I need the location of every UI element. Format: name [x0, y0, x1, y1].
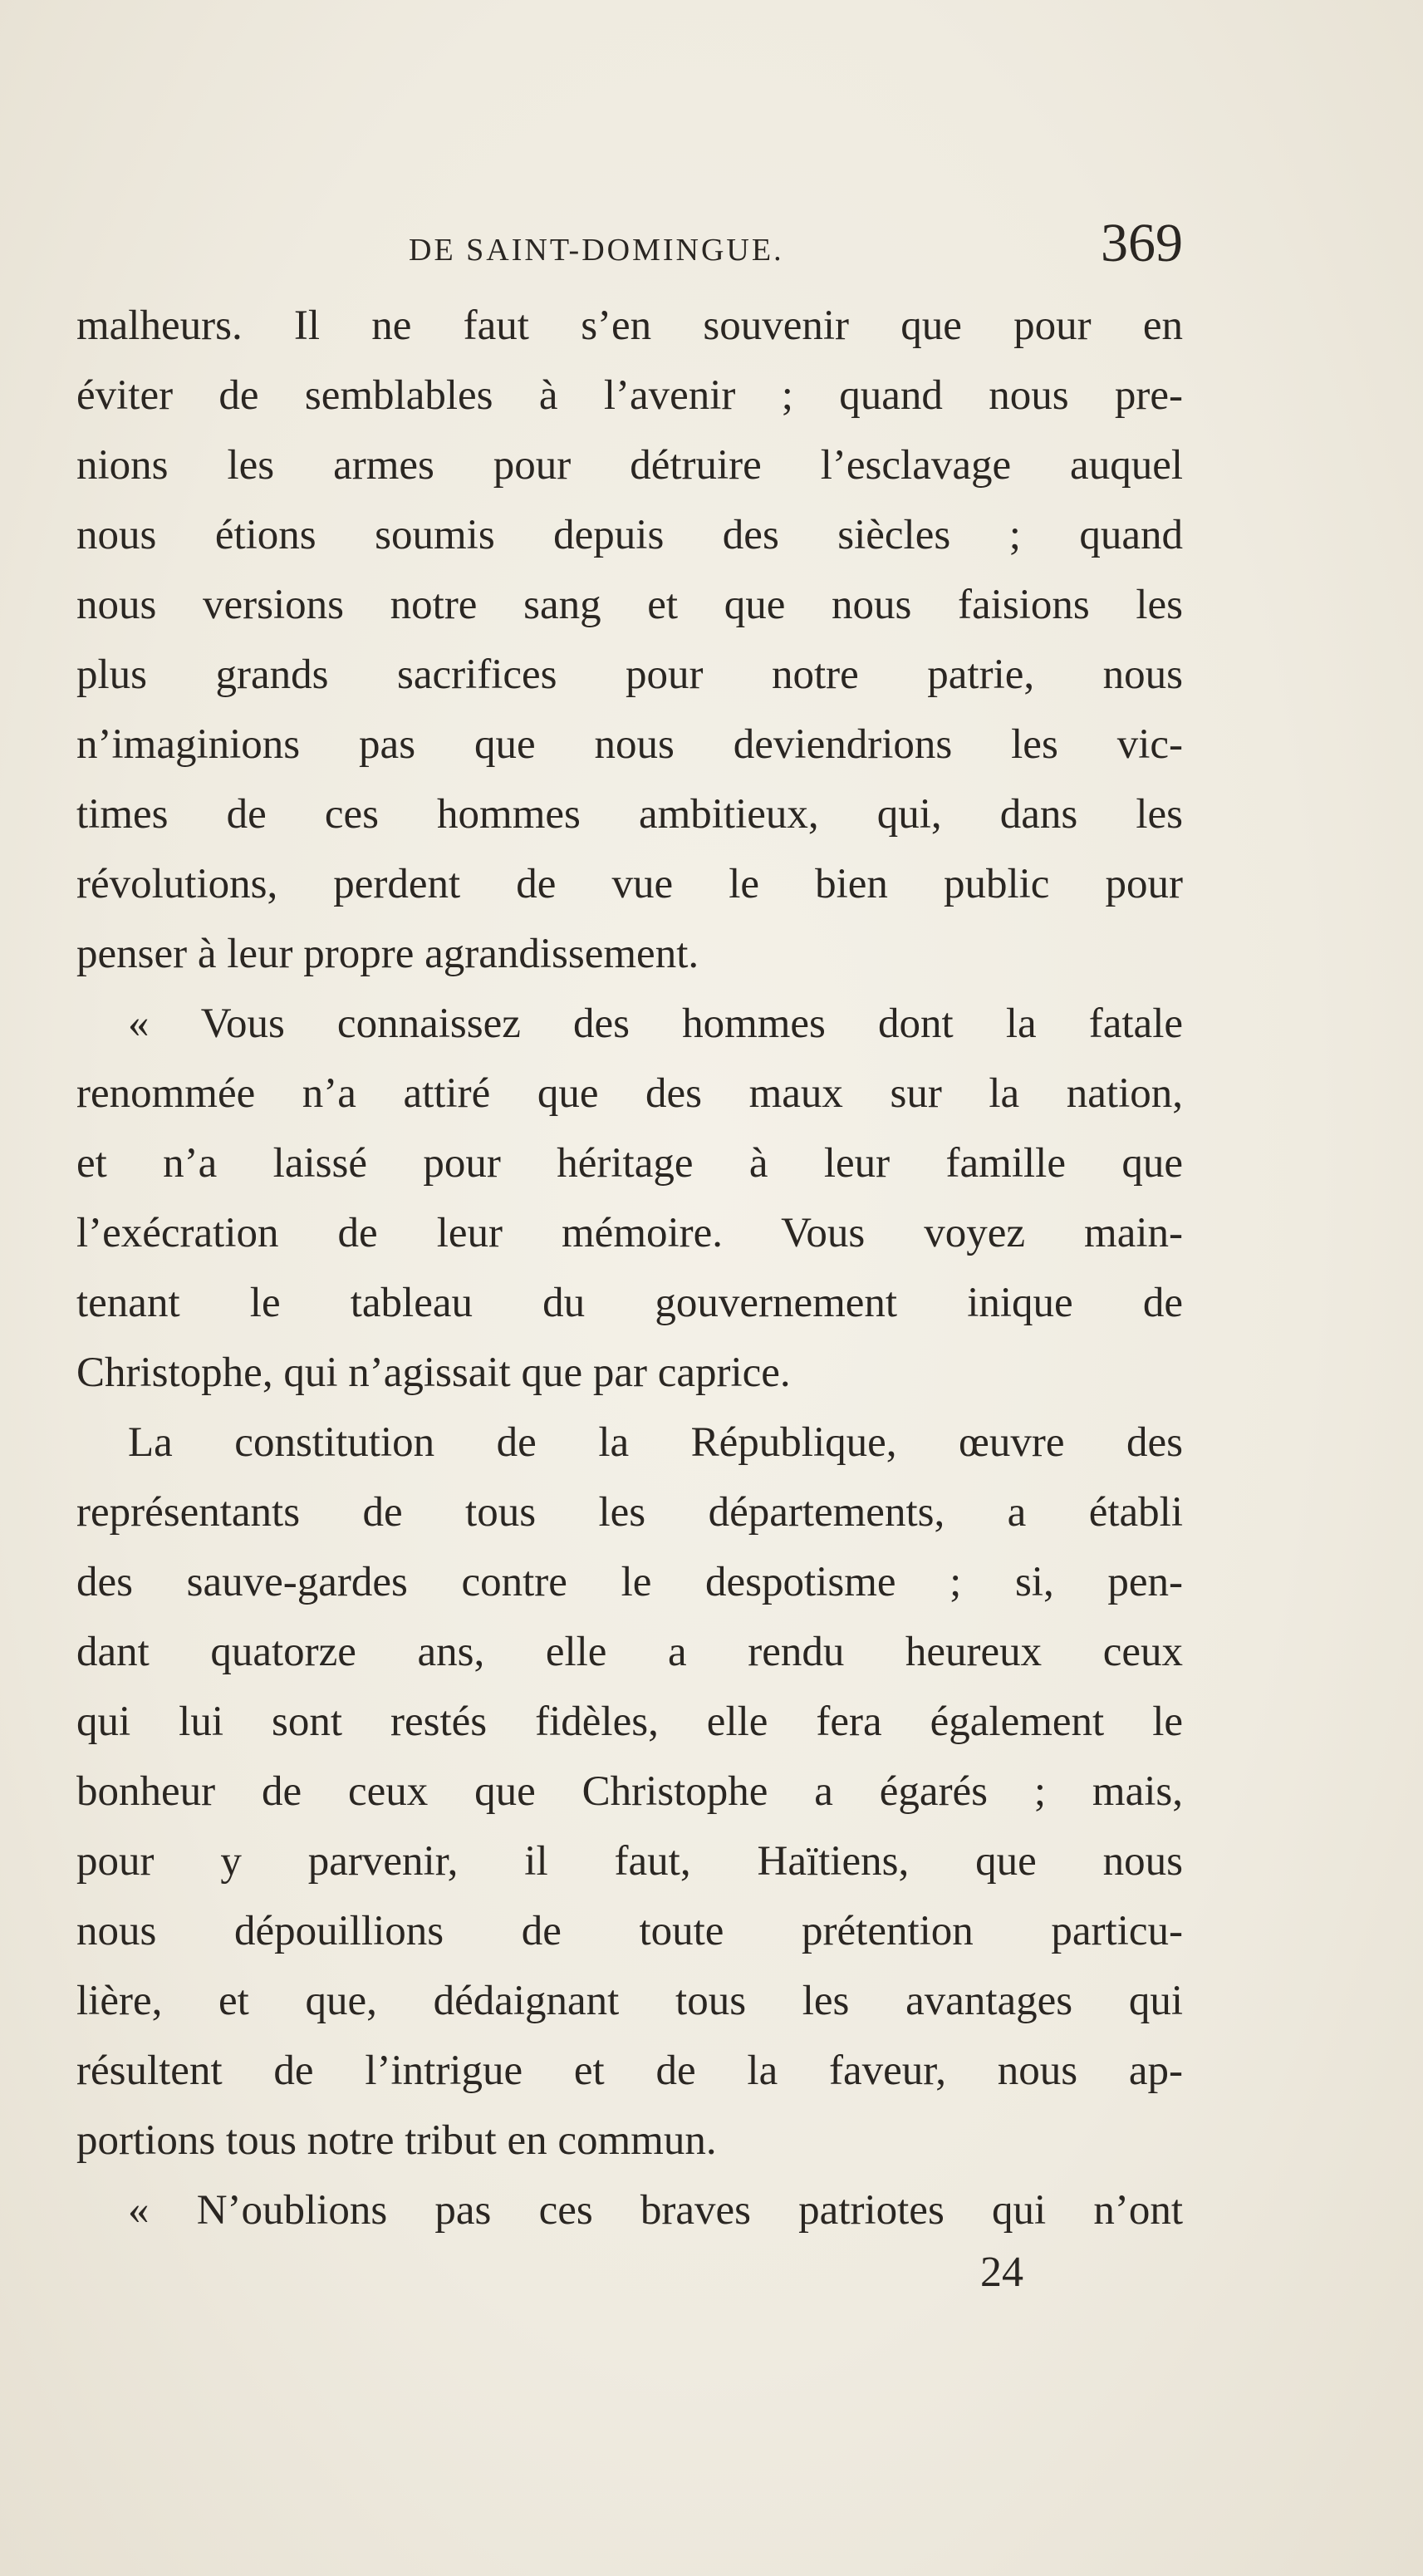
text-line: qui lui sont restés fidèles, elle fera également le: [76, 1698, 1183, 1745]
page-number: 369: [1101, 213, 1183, 273]
text-line: « N’oublions pas ces braves patriotes qui n’ont: [128, 2187, 1183, 2234]
text-line: times de ces hommes ambitieux, qui, dans les: [76, 791, 1183, 838]
running-head: DE SAINT-DOMINGUE.: [409, 233, 784, 268]
text-line: représentants de tous les départements, a établi: [76, 1489, 1183, 1536]
text-line: lière, et que, dédaignant tous les avantages qui: [76, 1978, 1183, 2024]
text-line: nions les armes pour détruire l’esclavage auquel: [76, 442, 1183, 489]
text-line: plus grands sacrifices pour notre patrie, nous: [76, 651, 1183, 698]
text-line: dant quatorze ans, elle a rendu heureux ceux: [76, 1629, 1183, 1675]
text-line: révolutions, perdent de vue le bien public pour: [76, 861, 1183, 907]
text-line: tenant le tableau du gouvernement inique de: [76, 1280, 1183, 1326]
page-header: [76, 212, 1183, 287]
text-line: des sauve-gardes contre le despotisme ; si, pen-: [76, 1559, 1183, 1605]
text-line: éviter de semblables à l’avenir ; quand nous pre-: [76, 372, 1183, 419]
text-line: renommée n’a attiré que des maux sur la nation,: [76, 1070, 1183, 1117]
text-line: bonheur de ceux que Christophe a égarés ; mais,: [76, 1768, 1183, 1815]
text-line: Christophe, qui n’agissait que par caprice.: [76, 1349, 791, 1396]
text-line: penser à leur propre agrandissement.: [76, 931, 699, 977]
text-line: n’imaginions pas que nous deviendrions les vic-: [76, 721, 1183, 768]
signature-mark: 24: [980, 2249, 1023, 2296]
text-line: La constitution de la République, œuvre des: [128, 1419, 1183, 1466]
body-text: [76, 291, 1183, 2245]
text-line: « Vous connaissez des hommes dont la fatale: [128, 1000, 1183, 1047]
text-line: et n’a laissé pour héritage à leur famille que: [76, 1140, 1183, 1187]
text-line: nous dépouillions de toute prétention particu-: [76, 1908, 1183, 1954]
text-line: résultent de l’intrigue et de la faveur, nous ap-: [76, 2048, 1183, 2094]
text-line: malheurs. Il ne faut s’en souvenir que pour en: [76, 302, 1183, 349]
text-line: nous étions soumis depuis des siècles ; quand: [76, 512, 1183, 558]
text-line: pour y parvenir, il faut, Haïtiens, que nous: [76, 1838, 1183, 1885]
text-line: l’exécration de leur mémoire. Vous voyez main-: [76, 1210, 1183, 1256]
text-line: nous versions notre sang et que nous faisions les: [76, 582, 1183, 628]
text-line: portions tous notre tribut en commun.: [76, 2117, 717, 2164]
